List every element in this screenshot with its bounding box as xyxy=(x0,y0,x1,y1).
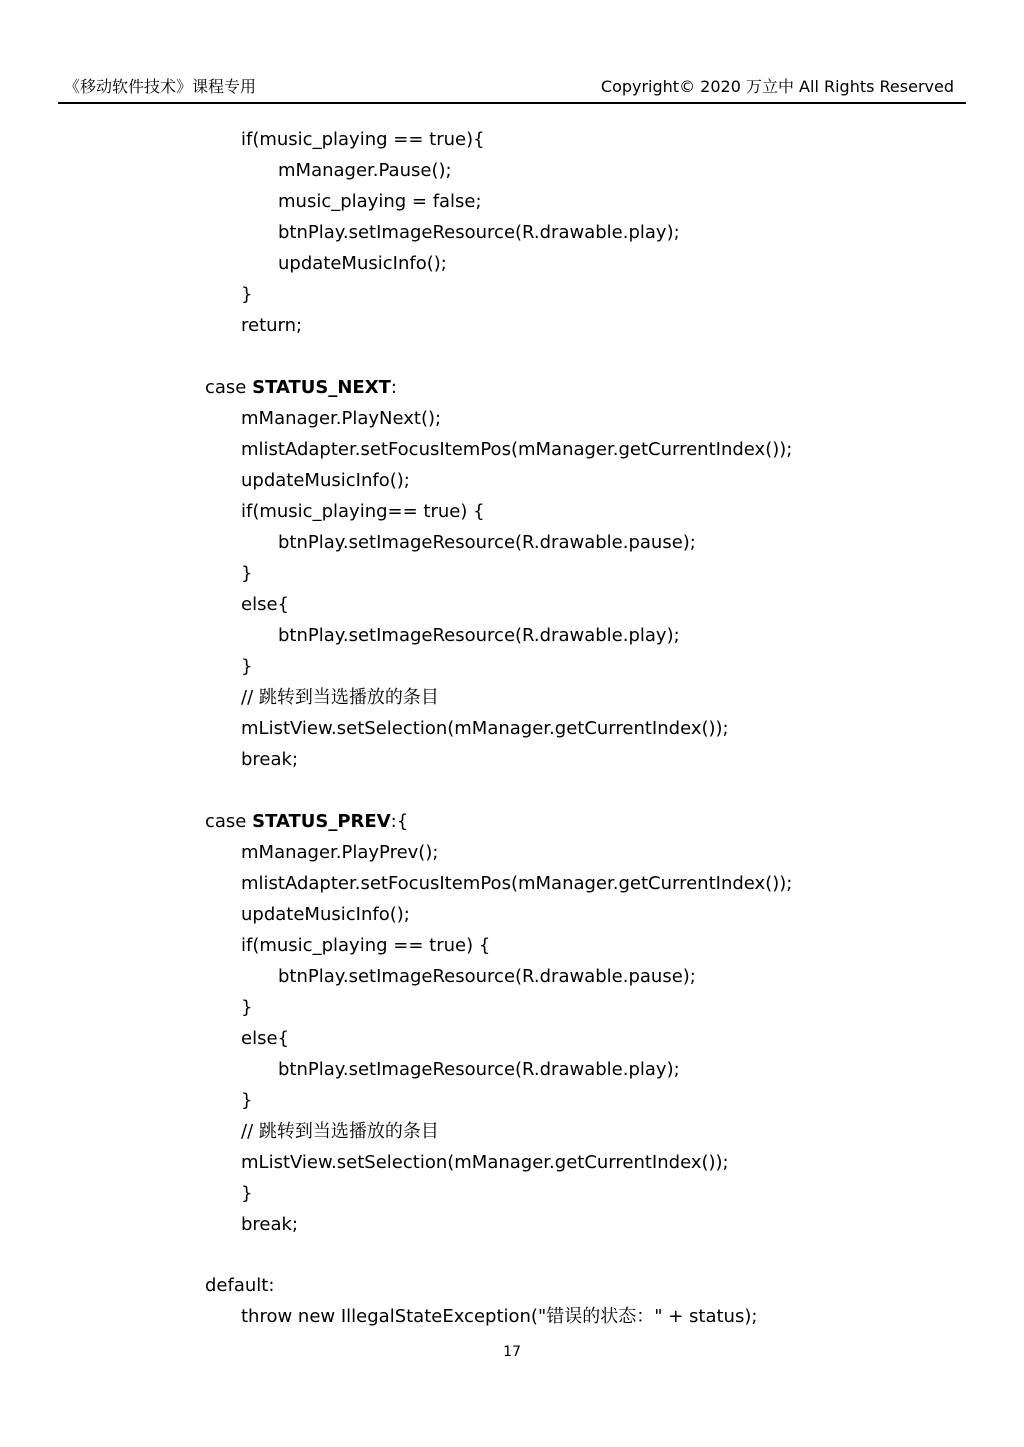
default-line: default: xyxy=(205,1275,275,1296)
case-label: STATUS_PREV xyxy=(252,811,391,832)
code-line: updateMusicInfo(); xyxy=(241,470,410,491)
code-line: break; xyxy=(241,749,299,770)
case-colon: :{ xyxy=(390,811,409,832)
code-line: throw new IllegalStateException("错误的状态：" + status); xyxy=(241,1306,758,1327)
code-line: mListView.setSelection(mManager.getCurrentIndex()); xyxy=(241,718,729,739)
code-line: break; xyxy=(241,1214,299,1235)
code-line: updateMusicInfo(); xyxy=(278,253,447,274)
case-line-next xyxy=(205,372,397,403)
code-line: } xyxy=(241,563,253,584)
copyright-notice: Copyright© 2020 万立中 All Rights Reserved xyxy=(600,77,954,96)
course-title: 《移动软件技术》课程专用 xyxy=(64,77,257,96)
code-line: } xyxy=(241,656,253,677)
code-line: btnPlay.setImageResource(R.drawable.play); xyxy=(278,625,680,646)
code-line: else{ xyxy=(241,1028,289,1049)
code-line: if(music_playing== true) { xyxy=(241,501,485,522)
code-line: if(music_playing == true) { xyxy=(241,935,491,956)
code-comment: // 跳转到当选播放的条目 xyxy=(241,687,439,708)
code-line: mlistAdapter.setFocusItemPos(mManager.getCurrentIndex()); xyxy=(241,873,793,894)
code-line: mManager.PlayNext(); xyxy=(241,408,442,429)
case-keyword: case xyxy=(205,377,253,398)
page-header xyxy=(58,74,966,104)
code-line: mManager.Pause(); xyxy=(278,160,452,181)
code-line: } xyxy=(241,1090,253,1111)
code-line: if(music_playing == true){ xyxy=(241,129,485,150)
code-line: } xyxy=(241,284,253,305)
code-line: } xyxy=(241,997,253,1018)
code-line: music_playing = false; xyxy=(278,191,482,212)
code-line: updateMusicInfo(); xyxy=(241,904,410,925)
code-comment: // 跳转到当选播放的条目 xyxy=(241,1121,439,1142)
code-line: btnPlay.setImageResource(R.drawable.play); xyxy=(278,1059,680,1080)
code-line: } xyxy=(241,1183,253,1204)
case-colon: : xyxy=(390,377,397,398)
page-number: 17 xyxy=(503,1344,521,1360)
code-line: return; xyxy=(241,315,303,336)
case-label: STATUS_NEXT xyxy=(252,377,391,398)
code-line: btnPlay.setImageResource(R.drawable.pause); xyxy=(278,532,696,553)
code-line: btnPlay.setImageResource(R.drawable.pause); xyxy=(278,966,696,987)
case-keyword: case xyxy=(205,811,253,832)
case-line-prev xyxy=(205,806,408,837)
code-line: else{ xyxy=(241,594,289,615)
code-line: btnPlay.setImageResource(R.drawable.play); xyxy=(278,222,680,243)
code-line: mListView.setSelection(mManager.getCurrentIndex()); xyxy=(241,1152,729,1173)
code-line: mManager.PlayPrev(); xyxy=(241,842,439,863)
code-line: mlistAdapter.setFocusItemPos(mManager.getCurrentIndex()); xyxy=(241,439,793,460)
